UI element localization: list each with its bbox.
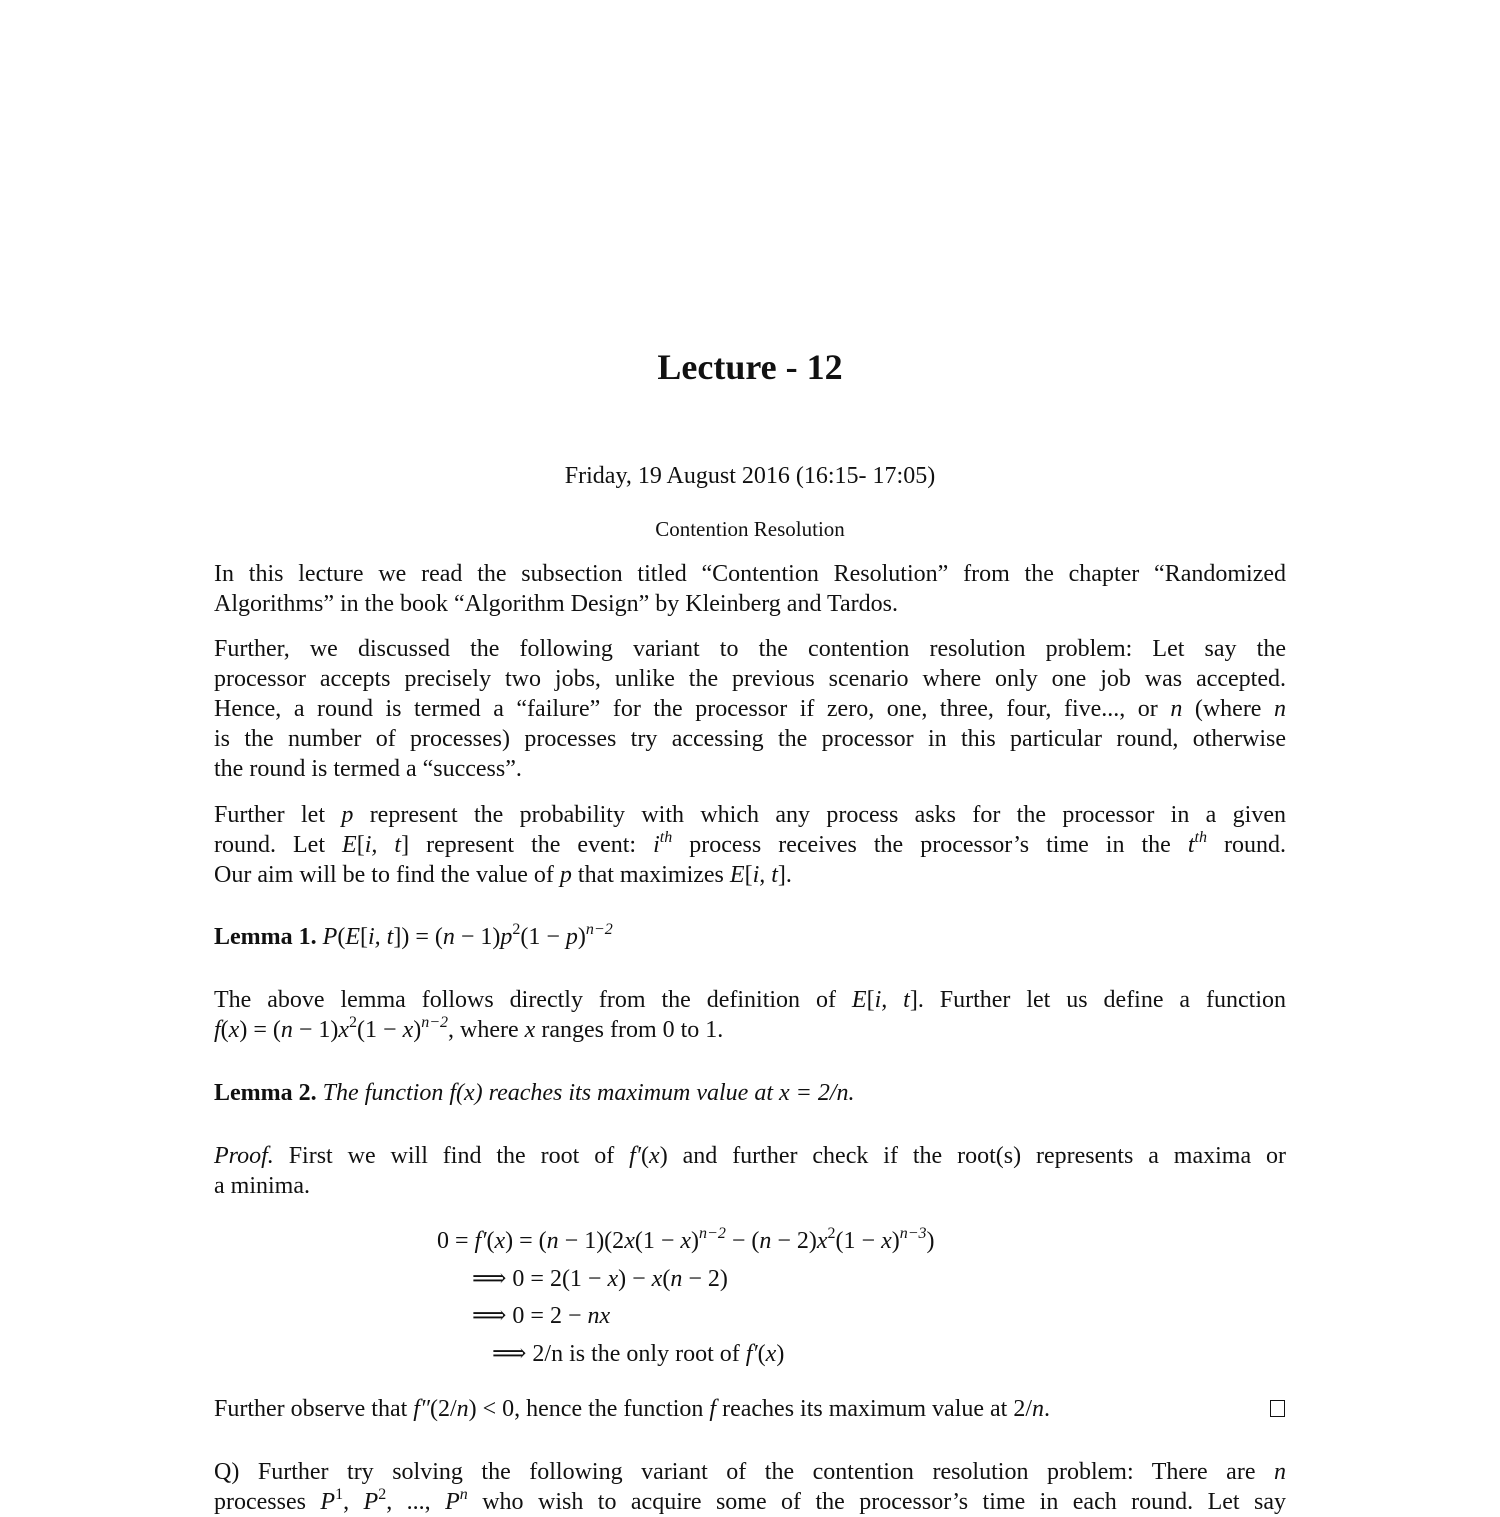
text-segment: n−2 bbox=[699, 1225, 726, 1242]
text-segment: n−3 bbox=[899, 1225, 927, 1242]
text-segment: ) bbox=[413, 1017, 422, 1043]
text-segment: n bbox=[546, 1228, 559, 1254]
text-segment: p bbox=[565, 924, 578, 950]
text-segment: − ( bbox=[725, 1228, 760, 1254]
text-segment: p bbox=[341, 802, 354, 828]
text-segment: 2 bbox=[827, 1225, 836, 1242]
text-segment: P bbox=[363, 1489, 379, 1515]
text-segment: ( bbox=[220, 1017, 229, 1043]
text-segment: n bbox=[1170, 696, 1183, 722]
lecture-date: Friday, 19 August 2016 (16:15- 17:05) bbox=[564, 463, 936, 489]
text-line bbox=[492, 1339, 784, 1369]
text-segment: The above lemma follows directly from the definition of bbox=[214, 987, 852, 1013]
text-segment: x bbox=[649, 1143, 660, 1169]
text-segment: (1 − bbox=[357, 1017, 403, 1043]
text-line bbox=[214, 1457, 1286, 1487]
lemma-label: Lemma 1. bbox=[214, 924, 317, 950]
text-segment: round. bbox=[1206, 832, 1287, 858]
text-segment: i bbox=[653, 832, 660, 858]
text-segment: i, t bbox=[874, 987, 910, 1013]
text-segment: ( bbox=[757, 1341, 766, 1367]
text-segment: ) bbox=[691, 1228, 700, 1254]
text-segment: x bbox=[680, 1228, 692, 1254]
text-segment: − 2) bbox=[771, 1228, 817, 1254]
text-segment: (1 − bbox=[634, 1228, 681, 1254]
text-segment: − 1)(2 bbox=[558, 1228, 625, 1254]
text-segment: n bbox=[1032, 1396, 1044, 1422]
text-segment: Q) Further try solving the following variant of the contention resolution problem: There are bbox=[214, 1459, 1274, 1485]
text-line bbox=[214, 1078, 855, 1108]
text-segment: who wish to acquire some of the processor’s time in each round. Let say bbox=[467, 1489, 1287, 1515]
text-segment: n bbox=[280, 1017, 293, 1043]
text-segment: x bbox=[765, 1341, 777, 1367]
text-segment: ) = ( bbox=[505, 1228, 547, 1254]
text-segment: (1 − bbox=[520, 924, 566, 950]
text-segment: x bbox=[607, 1266, 619, 1292]
text-segment: n−2 bbox=[585, 921, 613, 938]
text-segment: x bbox=[338, 1017, 350, 1043]
text-segment: nx bbox=[587, 1303, 611, 1329]
text-segment: reaches its maximum value at 2/ bbox=[716, 1396, 1032, 1422]
text-segment: First we will find the root of bbox=[273, 1143, 630, 1169]
text-segment: ) bbox=[776, 1341, 785, 1367]
text-segment: Hence, a round is termed a “failure” for the processor if zero, one, three, four, five..., or bbox=[214, 696, 1171, 722]
text-segment: 2 bbox=[349, 1014, 358, 1031]
text-segment: P bbox=[445, 1489, 460, 1515]
text-segment: , where bbox=[448, 1017, 525, 1043]
text-segment: ) and further check if the root(s) represents a maxima or bbox=[659, 1143, 1287, 1169]
lecture-topic: Contention Resolution bbox=[655, 517, 845, 541]
text-segment: p bbox=[559, 862, 572, 888]
text-segment: , bbox=[343, 1489, 364, 1515]
text-segment: Algorithms” in the book “Algorithm Design” by Kleinberg and Tardos. bbox=[214, 591, 898, 617]
text-segment: n bbox=[1274, 696, 1286, 722]
text-segment: E bbox=[345, 924, 360, 950]
text-segment: In this lecture we read the subsection titled “Contention Resolution” from the chapter “Randomized bbox=[214, 561, 1286, 587]
text-segment: x bbox=[651, 1266, 663, 1292]
text-segment: ⟹ 0 = 2 − bbox=[472, 1303, 588, 1329]
text-segment: Proof. bbox=[214, 1143, 274, 1169]
text-segment: p bbox=[500, 924, 513, 950]
text-segment: process receives the processor’s time in the bbox=[672, 832, 1188, 858]
text-segment: ) bbox=[926, 1228, 935, 1254]
text-segment: − 1) bbox=[292, 1017, 339, 1043]
text-segment: ranges from 0 to 1. bbox=[535, 1017, 724, 1043]
text-segment: x bbox=[228, 1017, 240, 1043]
text-segment: Further observe that bbox=[214, 1396, 414, 1422]
text-segment: f bbox=[709, 1396, 717, 1422]
text-segment: E bbox=[729, 862, 745, 888]
text-segment: processes bbox=[214, 1489, 321, 1515]
text-segment: x bbox=[494, 1228, 506, 1254]
text-segment: f bbox=[214, 1017, 221, 1043]
text-segment: f′ bbox=[474, 1228, 487, 1254]
text-segment: n bbox=[459, 1486, 468, 1503]
text-segment: P bbox=[322, 924, 338, 950]
text-segment: ) = ( bbox=[239, 1017, 281, 1043]
text-segment: ⟹ 2/n is the only root of bbox=[492, 1341, 746, 1367]
text-segment: the round is termed a “success”. bbox=[214, 756, 522, 782]
text-line bbox=[214, 559, 1286, 589]
text-line bbox=[214, 830, 1286, 860]
text-segment: x bbox=[524, 1017, 536, 1043]
text-segment: n bbox=[442, 924, 455, 950]
text-segment: is the number of processes) processes try accessing the processor in this particular round, otherwise bbox=[214, 726, 1286, 752]
text-line bbox=[214, 724, 1286, 754]
text-line bbox=[214, 1015, 723, 1045]
text-line bbox=[472, 1264, 728, 1294]
text-line bbox=[214, 694, 1286, 724]
text-segment: . bbox=[1044, 1396, 1050, 1422]
text-segment: ( bbox=[337, 924, 346, 950]
text-segment: ) bbox=[891, 1228, 900, 1254]
text-segment: (1 − bbox=[835, 1228, 882, 1254]
text-segment: x bbox=[624, 1228, 635, 1254]
text-line bbox=[214, 1487, 1286, 1517]
text-line bbox=[214, 589, 898, 619]
text-segment: (where bbox=[1182, 696, 1274, 722]
text-segment: ⟹ 0 = 2(1 − bbox=[472, 1266, 608, 1292]
text-segment: th bbox=[659, 829, 673, 846]
text-segment: a minima. bbox=[214, 1173, 310, 1199]
text-line bbox=[214, 1394, 1050, 1424]
text-line bbox=[214, 664, 1286, 694]
text-segment: ( bbox=[486, 1228, 495, 1254]
text-segment: n bbox=[759, 1228, 772, 1254]
text-segment: ) < 0, hence the function bbox=[468, 1396, 710, 1422]
text-segment: [ bbox=[356, 832, 365, 858]
text-line bbox=[214, 922, 613, 952]
text-segment: n bbox=[670, 1266, 683, 1292]
text-segment: , ..., bbox=[386, 1489, 446, 1515]
text-segment: f′ bbox=[745, 1341, 758, 1367]
text-segment: E bbox=[851, 987, 867, 1013]
text-segment: ) − bbox=[618, 1266, 652, 1292]
qed-square-icon bbox=[1270, 1400, 1285, 1417]
text-segment: ( bbox=[662, 1266, 671, 1292]
text-segment: represent the probability with which any process asks for the processor in a given bbox=[353, 802, 1287, 828]
text-segment: n bbox=[456, 1396, 469, 1422]
text-segment: − 2) bbox=[682, 1266, 728, 1292]
text-segment: that maximizes bbox=[571, 862, 730, 888]
text-line bbox=[437, 1226, 935, 1256]
text-segment: Further let bbox=[214, 802, 342, 828]
text-segment: processor accepts precisely two jobs, unlike the previous scenario where only one job was accepted. bbox=[214, 666, 1286, 692]
text-segment: ) bbox=[577, 924, 586, 950]
text-line bbox=[214, 860, 792, 890]
text-line bbox=[472, 1301, 610, 1331]
text-segment: i, t bbox=[368, 924, 394, 950]
text-segment: ( bbox=[641, 1143, 650, 1169]
text-segment: 2 bbox=[512, 921, 521, 938]
text-segment: − 1) bbox=[454, 924, 501, 950]
text-line bbox=[214, 1141, 1286, 1171]
text-segment: t bbox=[1187, 832, 1195, 858]
text-segment: f″ bbox=[413, 1396, 430, 1422]
text-segment: Further, we discussed the following variant to the contention resolution problem: Let say the bbox=[214, 636, 1286, 662]
text-segment: 0 = bbox=[437, 1228, 475, 1254]
text-segment: x bbox=[816, 1228, 828, 1254]
text-segment: round. Let bbox=[214, 832, 343, 858]
text-line bbox=[214, 985, 1286, 1015]
text-segment: ] represent the event: bbox=[401, 832, 654, 858]
text-segment: f′ bbox=[629, 1143, 642, 1169]
text-line bbox=[214, 1171, 310, 1201]
text-segment: ]. bbox=[777, 862, 792, 888]
text-segment: 2 bbox=[378, 1486, 387, 1503]
text-segment: ]) = ( bbox=[393, 924, 443, 950]
text-segment: Our aim will be to find the value of bbox=[214, 862, 560, 888]
text-segment: The function f(x) reaches its maximum value at x = 2/n. bbox=[316, 1080, 855, 1106]
text-segment: 1 bbox=[335, 1486, 344, 1503]
text-segment: [ bbox=[866, 987, 875, 1013]
text-segment: i, t bbox=[364, 832, 402, 858]
page-title: Lecture - 12 bbox=[657, 347, 843, 387]
text-segment: x bbox=[402, 1017, 414, 1043]
text-segment: n bbox=[1274, 1459, 1286, 1485]
text-segment: (2/ bbox=[429, 1396, 457, 1422]
text-segment: [ bbox=[744, 862, 753, 888]
text-segment: E bbox=[342, 832, 357, 858]
text-segment: P bbox=[320, 1489, 336, 1515]
text-segment: [ bbox=[360, 924, 368, 950]
text-line bbox=[214, 634, 1286, 664]
text-segment: th bbox=[1194, 829, 1207, 846]
text-line bbox=[214, 800, 1286, 830]
text-segment: i, t bbox=[752, 862, 778, 888]
text-segment: ]. Further let us define a function bbox=[909, 987, 1286, 1013]
text-segment: n−2 bbox=[421, 1014, 449, 1031]
lemma-label: Lemma 2. bbox=[214, 1080, 317, 1106]
text-line bbox=[214, 754, 522, 784]
text-segment: x bbox=[881, 1228, 892, 1254]
